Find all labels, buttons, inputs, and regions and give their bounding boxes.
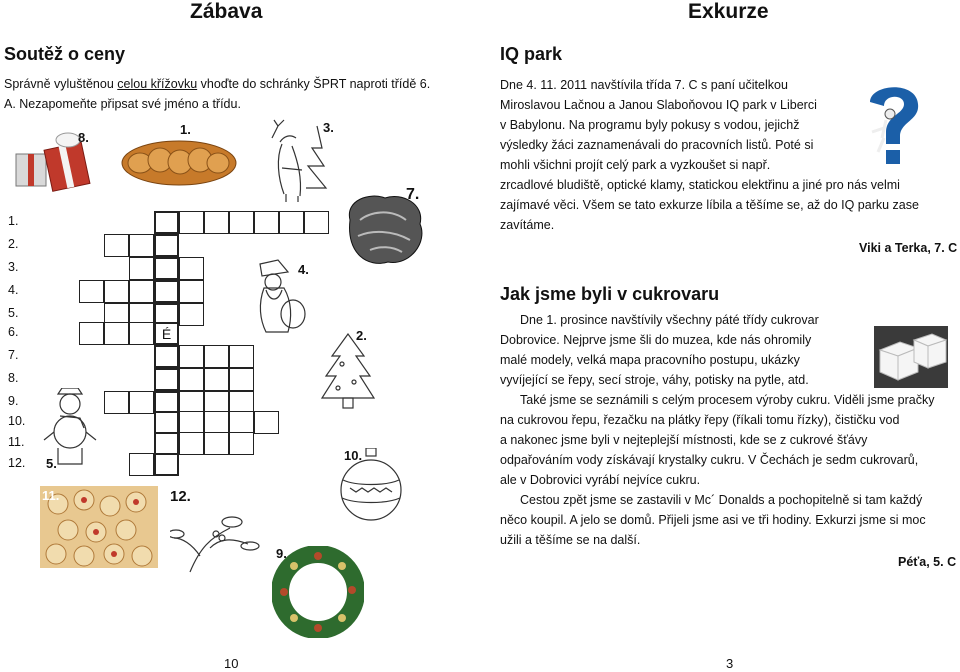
crossword-cell[interactable]: [154, 432, 179, 455]
left-page-number: 10: [224, 656, 239, 671]
article-line: a nakonec jsme byli v nejteplejší místnosti, kde se z cukrové šťávy: [500, 433, 868, 447]
picture-label-3: 3.: [323, 120, 334, 135]
crossword-cell[interactable]: [79, 280, 104, 303]
braided-bread-picture: [120, 138, 238, 188]
crossword-cell[interactable]: [129, 391, 154, 414]
row-number: 11.: [8, 435, 25, 449]
crossword-cell-filled[interactable]: É: [154, 322, 179, 345]
christmas-tree-picture: [318, 330, 378, 416]
left-page-header: Zábava: [190, 0, 263, 23]
crossword-cell[interactable]: [154, 391, 179, 414]
crossword-cell[interactable]: [129, 280, 154, 303]
intro-text-b: vhoďte do schránky ŠPRT naproti třídě 6.: [197, 77, 431, 91]
crossword-cell[interactable]: [204, 345, 229, 368]
sugar-factory-heading: Jak jsme byli v cukrovaru: [500, 284, 720, 304]
crossword-cell[interactable]: [154, 411, 179, 434]
picture-label-5: 5.: [46, 456, 57, 471]
contest-intro: [4, 74, 464, 114]
row-number: 3.: [8, 260, 19, 274]
crossword-cell[interactable]: [229, 368, 254, 391]
article-line: Také jsme se seznámili s celým procesem výroby cukru. Viděli jsme pračky: [520, 393, 935, 407]
crossword-cell[interactable]: [104, 391, 129, 414]
crossword-cell[interactable]: [204, 391, 229, 414]
sugar-factory-article: [500, 310, 934, 550]
crossword-cell[interactable]: [179, 411, 204, 434]
crossword-cell[interactable]: [154, 257, 179, 280]
article-line: Dobrovice. Nejprve jsme šli do muzea, kde nás ohromily: [500, 333, 812, 347]
iq-park-heading: IQ park: [500, 44, 563, 64]
article-line: v Babylonu. Na programu byly pokusy s vodou, jejichž: [500, 118, 800, 132]
row-number: 5.: [8, 306, 19, 320]
article-line: odpařováním vody získávají krystalky cukru. V Čechách je sedm cukrovarů,: [500, 453, 919, 467]
crossword-cell[interactable]: [229, 411, 254, 434]
article-line: zajímavé věci. Všem se tato exkurze líbila a těšíme se, až do IQ parku zase: [500, 198, 919, 212]
crossword-cell[interactable]: [179, 280, 204, 303]
article-line: užili a těšíme se na další.: [500, 533, 641, 547]
row-number: 1.: [8, 214, 19, 228]
crossword-cell[interactable]: [104, 234, 129, 257]
picture-label-4: 4.: [298, 262, 309, 277]
article-line: Cestou zpět jsme se zastavili v Mc´ Donalds a pochopitelně si tam každý: [520, 493, 923, 507]
article-line: mohli všichni projít celý park a vyzkoušet si např.: [500, 158, 771, 172]
crossword-cell[interactable]: [154, 453, 179, 476]
crossword-cell[interactable]: [129, 303, 154, 326]
crossword-cell[interactable]: [154, 211, 179, 234]
article-line: zavítáme.: [500, 218, 555, 232]
crossword-cell[interactable]: [204, 368, 229, 391]
crossword-cell[interactable]: [154, 280, 179, 303]
crossword-cell[interactable]: [154, 303, 179, 326]
article-line: Dne 4. 11. 2011 navštívila třída 7. C s paní učitelkou: [500, 78, 788, 92]
crossword-cell[interactable]: [129, 257, 154, 280]
article-line: na cukrovou řepu, řezačku na plátky řepy (říkali tomu řízky), čističku vod: [500, 413, 900, 427]
crossword-cell[interactable]: [179, 432, 204, 455]
intro-text-line2: A. Nezapomeňte připsat své jméno a třídu.: [4, 97, 241, 111]
crossword-cell[interactable]: [179, 257, 204, 280]
right-page-number: 3: [726, 656, 734, 671]
crossword-cell[interactable]: [204, 211, 229, 234]
article-line: malé modely, velká mapa pracovního postupu, ukázky: [500, 353, 800, 367]
crossword-cell[interactable]: [79, 322, 104, 345]
row-number: 6.: [8, 325, 19, 339]
crossword-cell[interactable]: [179, 211, 204, 234]
row-number: 2.: [8, 237, 19, 251]
intro-text-a: Správně vyluštěnou: [4, 77, 118, 91]
article-line: ale v Dobrovici vyrábí nejvíce cukru.: [500, 473, 701, 487]
row-number: 8.: [8, 371, 19, 385]
article-line: něco koupil. A jelo se domů. Přijeli jsme asi ve tři hodiny. Exkurzi jsme si moc: [500, 513, 926, 527]
crossword-cell[interactable]: [129, 322, 154, 345]
picture-label-2: 2.: [356, 328, 367, 343]
iq-signature: Viki a Terka, 7. C: [859, 241, 958, 255]
picture-label-8: 8.: [78, 130, 89, 145]
crossword-cell[interactable]: [154, 234, 179, 257]
crossword-cell[interactable]: [254, 411, 279, 434]
crossword-cell[interactable]: [154, 368, 179, 391]
crossword-cell[interactable]: [179, 345, 204, 368]
picture-label-1: 1.: [180, 122, 191, 137]
crossword-cell[interactable]: [104, 322, 129, 345]
contest-heading: Soutěž o ceny: [4, 44, 126, 64]
crossword-cell[interactable]: [279, 211, 304, 234]
crossword-cell[interactable]: [104, 303, 129, 326]
article-line: vyvíjející se řepy, secí stroje, váhy, potisky na pytle, atd.: [500, 373, 809, 387]
crossword-cell[interactable]: [129, 453, 154, 476]
crossword-cell[interactable]: [229, 432, 254, 455]
mistletoe-picture: [170, 508, 260, 574]
row-number: 4.: [8, 283, 19, 297]
right-page-header: Exkurze: [688, 0, 769, 23]
row-number: 7.: [8, 348, 19, 362]
crossword-cell[interactable]: [204, 411, 229, 434]
crossword-cell[interactable]: [229, 211, 254, 234]
crossword-cell[interactable]: [179, 368, 204, 391]
iq-park-article: [500, 75, 919, 235]
picture-label-11: 11.: [42, 488, 60, 503]
picture-label-10: 10.: [344, 448, 363, 463]
crossword-cell[interactable]: [229, 391, 254, 414]
crossword-cell[interactable]: [104, 280, 129, 303]
crossword-cell[interactable]: [254, 211, 279, 234]
crossword-cell[interactable]: [154, 345, 179, 368]
article-line: výsledky žáci zaznamenávali do pracovních listů. Poté si: [500, 138, 814, 152]
crossword-cell[interactable]: [179, 303, 204, 326]
row-number: 9.: [8, 394, 19, 408]
picture-label-9: 9.: [276, 546, 287, 561]
row-number: 10.: [8, 414, 26, 428]
article-line: zrcadlové bludiště, optické klamy, statickou elektřinu a jiné pro nás velmi: [500, 178, 900, 192]
row-number: 12.: [8, 456, 26, 470]
crossword-cell[interactable]: [129, 234, 154, 257]
question-mark-figure-picture: [860, 80, 926, 170]
sugar-cubes-picture: [874, 326, 948, 388]
crossword-cell[interactable]: [304, 211, 329, 234]
crossword-cell[interactable]: [179, 391, 204, 414]
article-line: Dne 1. prosince navštívily všechny páté třídy cukrovar: [520, 313, 819, 327]
intro-link: celou křížovku: [117, 77, 198, 91]
crossword-cell[interactable]: [204, 432, 229, 455]
crossword-cell[interactable]: [229, 345, 254, 368]
picture-label-7: 7.: [406, 186, 420, 203]
article-line: Miroslavou Lačnou a Janou Slaboňovou IQ park v Liberci: [500, 98, 817, 112]
sugar-signature: Péťa, 5. C: [898, 555, 957, 569]
picture-label-12: 12.: [170, 488, 191, 505]
